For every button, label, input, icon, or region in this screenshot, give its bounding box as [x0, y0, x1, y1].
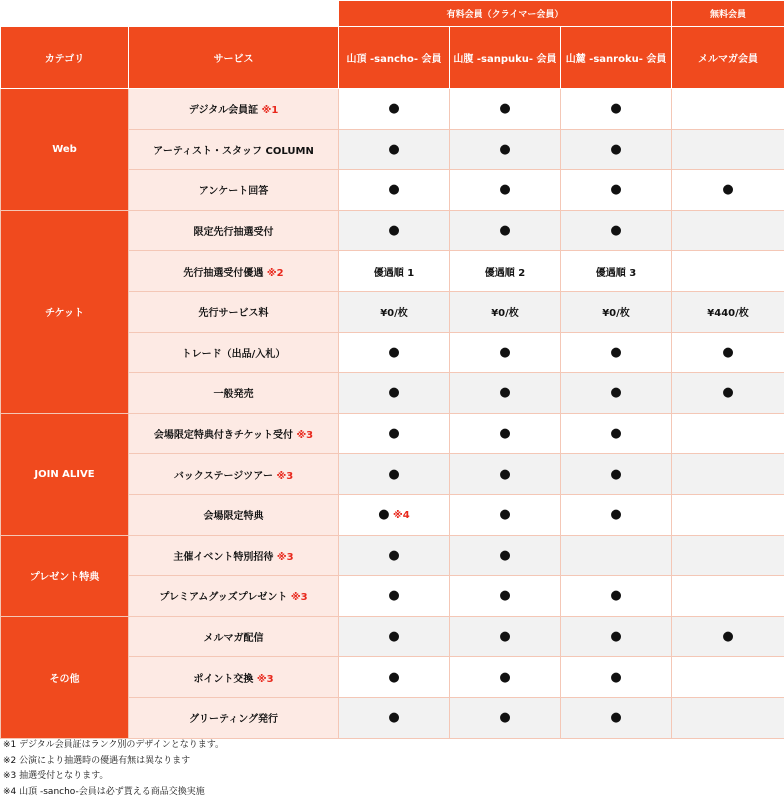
cell-value: ¥0/枚: [491, 308, 519, 320]
service-label: トレード（出品/入札）: [181, 348, 286, 360]
value-cell-sancho: [339, 251, 450, 292]
cell-value: 優遇順 2: [484, 267, 526, 279]
bullet-icon: ●: [378, 507, 390, 523]
bullet-icon: ●: [610, 507, 622, 523]
group-free-header: 無料会員: [672, 1, 784, 27]
bullet-icon: ●: [388, 426, 400, 442]
value-cell-sancho: [339, 291, 450, 332]
service-label: デジタル会員証: [188, 105, 262, 117]
table-row: [1, 535, 784, 576]
value-cell-sanpuku: [450, 697, 561, 738]
cell-value: ¥0/枚: [602, 308, 630, 320]
value-cell-sanroku: [561, 576, 672, 617]
value-cell-sancho: [339, 89, 450, 130]
service-note: ※3: [296, 430, 314, 442]
bullet-icon: ●: [388, 141, 400, 157]
bullet-icon: ●: [610, 344, 622, 360]
bullet-icon: ●: [388, 101, 400, 117]
value-cell-sancho: [339, 454, 450, 495]
service-label: ポイント交換: [193, 673, 257, 685]
value-cell-sancho: [339, 697, 450, 738]
footnotes: [3, 738, 224, 800]
service-cell: [129, 129, 339, 170]
bullet-icon: ●: [722, 385, 734, 401]
service-note: ※3: [276, 551, 294, 563]
value-cell-mailmag: [672, 454, 784, 495]
bullet-icon: ●: [610, 426, 622, 442]
service-note: ※3: [290, 592, 308, 604]
value-cell-sanroku: [561, 129, 672, 170]
value-cell-sanpuku: [450, 576, 561, 617]
value-cell-sanroku: [561, 170, 672, 211]
service-cell: [129, 697, 339, 738]
value-cell-sanroku: [561, 616, 672, 657]
bullet-icon: ●: [388, 466, 400, 482]
service-cell: [129, 454, 339, 495]
service-label: 主催イベント特別招待: [173, 551, 277, 563]
bullet-icon: ●: [388, 588, 400, 604]
cell-value: ¥0/枚: [380, 308, 408, 320]
bullet-icon: ●: [610, 101, 622, 117]
value-cell-sanroku: [561, 251, 672, 292]
value-cell-sancho: [339, 129, 450, 170]
table-row: [1, 210, 784, 251]
bullet-icon: ●: [388, 629, 400, 645]
bullet-icon: ●: [722, 629, 734, 645]
service-cell: [129, 89, 339, 130]
value-cell-mailmag: [672, 535, 784, 576]
value-cell-mailmag: [672, 494, 784, 535]
cell-note: ※4: [389, 510, 410, 522]
cell-value: ¥440/枚: [707, 308, 749, 320]
service-label: 限定先行抽選受付: [193, 227, 274, 239]
value-cell-sanpuku: [450, 373, 561, 414]
value-cell-sancho: [339, 373, 450, 414]
bullet-icon: ●: [388, 385, 400, 401]
value-cell-sancho: [339, 657, 450, 698]
value-cell-sancho: [339, 535, 450, 576]
bullet-icon: ●: [499, 507, 511, 523]
value-cell-sanroku: [561, 454, 672, 495]
bullet-icon: ●: [499, 101, 511, 117]
value-cell-sanpuku: [450, 616, 561, 657]
bullet-icon: ●: [388, 669, 400, 685]
column-header-sancho: 山頂 -sancho- 会員: [339, 27, 450, 89]
value-cell-sanroku: [561, 494, 672, 535]
service-note: ※1: [261, 105, 279, 117]
footnote: ※1 デジタル会員証はランク別のデザインとなります。: [3, 740, 225, 750]
value-cell-sanpuku: [450, 210, 561, 251]
service-cell: [129, 576, 339, 617]
value-cell-mailmag: [672, 251, 784, 292]
bullet-icon: ●: [499, 426, 511, 442]
value-cell-sanroku: [561, 291, 672, 332]
value-cell-sanpuku: [450, 332, 561, 373]
value-cell-sanroku: [561, 89, 672, 130]
table-row: [1, 413, 784, 454]
service-label: メルマガ配信: [203, 633, 264, 645]
bullet-icon: ●: [499, 223, 511, 239]
bullet-icon: ●: [499, 669, 511, 685]
value-cell-mailmag: [672, 616, 784, 657]
bullet-icon: ●: [499, 629, 511, 645]
service-note: ※3: [256, 673, 274, 685]
service-cell: [129, 210, 339, 251]
service-label: アーティスト・スタッフ COLUMN: [153, 145, 314, 157]
category-cell: JOIN ALIVE: [1, 413, 129, 535]
service-label: 先行サービス料: [198, 308, 269, 320]
category-cell: その他: [1, 616, 129, 738]
value-cell-sanpuku: [450, 413, 561, 454]
bullet-icon: ●: [610, 710, 622, 726]
footnote: ※3 抽選受付となります。: [3, 771, 109, 781]
value-cell-sanpuku: [450, 291, 561, 332]
bullet-icon: ●: [388, 344, 400, 360]
bullet-icon: ●: [499, 710, 511, 726]
bullet-icon: ●: [610, 182, 622, 198]
value-cell-sanpuku: [450, 251, 561, 292]
service-cell: [129, 332, 339, 373]
value-cell-sancho: [339, 210, 450, 251]
value-cell-mailmag: [672, 657, 784, 698]
value-cell-mailmag: [672, 332, 784, 373]
value-cell-mailmag: [672, 170, 784, 211]
value-cell-sanroku: [561, 697, 672, 738]
group-paid-header: 有料会員（クライマー会員）: [339, 1, 672, 27]
column-header-sanroku: 山麓 -sanroku- 会員: [561, 27, 672, 89]
value-cell-sancho: [339, 576, 450, 617]
value-cell-mailmag: [672, 373, 784, 414]
bullet-icon: ●: [499, 588, 511, 604]
service-cell: [129, 170, 339, 211]
category-cell: プレゼント特典: [1, 535, 129, 616]
value-cell-sancho: [339, 332, 450, 373]
column-header-category: カテゴリ: [1, 27, 129, 89]
value-cell-mailmag: [672, 291, 784, 332]
service-label: プレミアムグッズプレゼント: [159, 592, 291, 604]
bullet-icon: ●: [610, 223, 622, 239]
bullet-icon: ●: [610, 629, 622, 645]
value-cell-sanpuku: [450, 129, 561, 170]
service-label: バックステージツアー: [173, 470, 277, 482]
service-label: 一般発売: [213, 389, 254, 401]
bullet-icon: ●: [388, 223, 400, 239]
service-cell: [129, 616, 339, 657]
footnote: ※4 山頂 -sancho-会員は必ず貰える商品交換実施: [3, 786, 205, 797]
value-cell-mailmag: [672, 413, 784, 454]
bullet-icon: ●: [499, 182, 511, 198]
service-cell: [129, 373, 339, 414]
value-cell-mailmag: [672, 697, 784, 738]
bullet-icon: ●: [388, 547, 400, 563]
service-label: 先行抽選受付優遇: [183, 267, 267, 279]
value-cell-sanpuku: [450, 454, 561, 495]
cell-value: 優遇順 3: [595, 267, 637, 279]
table-body: [1, 89, 784, 739]
table-row: [1, 616, 784, 657]
value-cell-sanroku: [561, 373, 672, 414]
bullet-icon: ●: [610, 385, 622, 401]
plan-group-row: [1, 1, 784, 27]
value-cell-sanroku: [561, 210, 672, 251]
bullet-icon: ●: [610, 141, 622, 157]
column-header-row: [1, 27, 784, 89]
bullet-icon: ●: [388, 182, 400, 198]
footnote: ※2 公演により抽選時の優遇有無は異なります: [3, 755, 191, 766]
service-cell: [129, 251, 339, 292]
column-header-service: サービス: [129, 27, 339, 89]
value-cell-sanroku: [561, 413, 672, 454]
value-cell-sanroku: [561, 657, 672, 698]
service-cell: [129, 494, 339, 535]
value-cell-sancho: [339, 413, 450, 454]
category-cell: チケット: [1, 210, 129, 413]
service-label: アンケート回答: [198, 186, 269, 198]
value-cell-mailmag: [672, 210, 784, 251]
service-note: ※2: [266, 267, 284, 279]
value-cell-sanpuku: [450, 657, 561, 698]
value-cell-mailmag: [672, 89, 784, 130]
service-cell: [129, 413, 339, 454]
bullet-icon: ●: [722, 182, 734, 198]
value-cell-sanroku: [561, 535, 672, 576]
column-header-mailmag: メルマガ会員: [672, 27, 784, 89]
service-label: 会場限定特典: [203, 511, 264, 523]
category-cell: Web: [1, 89, 129, 211]
bullet-icon: ●: [610, 669, 622, 685]
bullet-icon: ●: [499, 385, 511, 401]
bullet-icon: ●: [499, 466, 511, 482]
value-cell-sancho: [339, 494, 450, 535]
value-cell-sanroku: [561, 332, 672, 373]
bullet-icon: ●: [610, 588, 622, 604]
value-cell-mailmag: [672, 576, 784, 617]
value-cell-sancho: [339, 616, 450, 657]
cell-value: 優遇順 1: [373, 267, 415, 279]
service-cell: [129, 291, 339, 332]
value-cell-sancho: [339, 170, 450, 211]
value-cell-sanpuku: [450, 535, 561, 576]
service-label: 会場限定特典付きチケット受付: [153, 430, 297, 442]
bullet-icon: ●: [610, 466, 622, 482]
value-cell-sanpuku: [450, 494, 561, 535]
bullet-icon: ●: [499, 141, 511, 157]
bullet-icon: ●: [499, 344, 511, 360]
service-label: グリーティング発行: [189, 714, 278, 726]
bullet-icon: ●: [722, 344, 734, 360]
service-cell: [129, 657, 339, 698]
value-cell-mailmag: [672, 129, 784, 170]
column-header-sanpuku: 山腹 -sanpuku- 会員: [450, 27, 561, 89]
value-cell-sanpuku: [450, 170, 561, 211]
service-note: ※3: [276, 470, 294, 482]
table-row: [1, 89, 784, 130]
service-cell: [129, 535, 339, 576]
group-spacer: [1, 1, 339, 27]
bullet-icon: ●: [499, 547, 511, 563]
bullet-icon: ●: [388, 710, 400, 726]
value-cell-sanpuku: [450, 89, 561, 130]
